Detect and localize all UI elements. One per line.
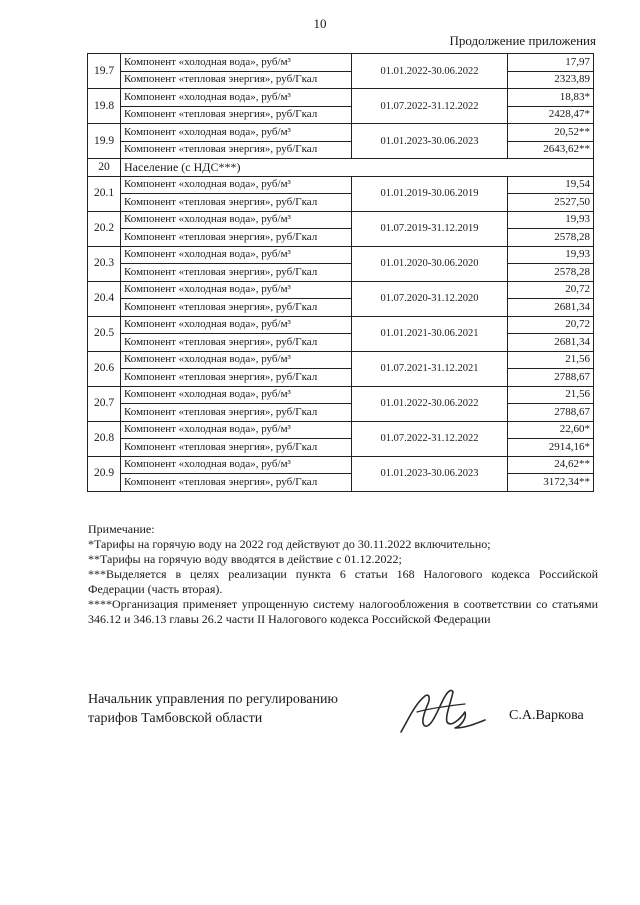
handwritten-signature xyxy=(395,682,490,740)
tariff-value: 2681,34 xyxy=(508,299,594,317)
validity-period: 01.01.2019-30.06.2019 xyxy=(352,176,508,211)
validity-period: 01.01.2022-30.06.2022 xyxy=(352,386,508,421)
table-row xyxy=(88,194,594,212)
table-row xyxy=(88,246,594,264)
component-name: Компонент «тепловая энергия», руб/Гкал xyxy=(121,106,352,124)
table-row xyxy=(88,421,594,439)
table-row xyxy=(88,211,594,229)
table-row xyxy=(88,159,594,177)
tariff-value: 20,52** xyxy=(508,124,594,142)
component-name: Компонент «холодная вода», руб/м³ xyxy=(121,281,352,299)
table-row xyxy=(88,124,594,142)
table-row xyxy=(88,351,594,369)
page-number: 10 xyxy=(313,16,327,31)
table-row xyxy=(88,439,594,457)
tariff-group-header xyxy=(88,159,594,177)
validity-period: 01.07.2022-31.12.2022 xyxy=(352,421,508,456)
component-name: Компонент «тепловая энергия», руб/Гкал xyxy=(121,334,352,352)
position-line: тарифов Тамбовской области xyxy=(88,711,263,726)
row-number: 20.5 xyxy=(88,316,121,351)
tariff-value: 19,54 xyxy=(508,176,594,194)
row-number: 20.2 xyxy=(88,211,121,246)
component-name: Компонент «холодная вода», руб/м³ xyxy=(121,211,352,229)
component-name: Компонент «тепловая энергия», руб/Гкал xyxy=(121,264,352,282)
group-number: 20 xyxy=(88,159,121,177)
notes-heading: Примечание: xyxy=(88,522,155,536)
component-name: Компонент «холодная вода», руб/м³ xyxy=(121,351,352,369)
table-row xyxy=(88,71,594,89)
tariff-value: 18,83* xyxy=(508,89,594,107)
row-number: 20.9 xyxy=(88,456,121,491)
tariff-value: 21,56 xyxy=(508,351,594,369)
note-line: ****Организация применяет упрощенную систему налогообложения в соответствии со статьями 346.12 и 346.13 главы 26.2 части II Налогового кодекса Российской Федерации xyxy=(88,597,598,626)
tariff-rows-group xyxy=(88,176,594,491)
tariff-value: 24,62** xyxy=(508,456,594,474)
tariff-value: 2323,89 xyxy=(508,71,594,89)
validity-period: 01.07.2021-31.12.2021 xyxy=(352,351,508,386)
tariff-value: 22,60* xyxy=(508,421,594,439)
table-row xyxy=(88,456,594,474)
row-number: 20.8 xyxy=(88,421,121,456)
row-number: 19.8 xyxy=(88,89,121,124)
validity-period: 01.07.2022-31.12.2022 xyxy=(352,89,508,124)
row-number: 20.7 xyxy=(88,386,121,421)
tariff-value: 2428,47* xyxy=(508,106,594,124)
group-title: Население (с НДС***) xyxy=(121,159,594,177)
table-row xyxy=(88,54,594,72)
tariff-value: 2914,16* xyxy=(508,439,594,457)
row-number: 20.1 xyxy=(88,176,121,211)
row-number: 20.3 xyxy=(88,246,121,281)
table-row xyxy=(88,264,594,282)
notes-section xyxy=(88,522,598,627)
tariff-value: 2681,34 xyxy=(508,334,594,352)
table-row xyxy=(88,404,594,422)
table-row xyxy=(88,281,594,299)
validity-period: 01.07.2019-31.12.2019 xyxy=(352,211,508,246)
tariff-value: 19,93 xyxy=(508,246,594,264)
component-name: Компонент «холодная вода», руб/м³ xyxy=(121,246,352,264)
table-row xyxy=(88,106,594,124)
tariff-value: 2578,28 xyxy=(508,229,594,247)
signatory-name: С.А.Варкова xyxy=(509,708,584,723)
signatory-position xyxy=(88,690,338,728)
component-name: Компонент «тепловая энергия», руб/Гкал xyxy=(121,299,352,317)
component-name: Компонент «холодная вода», руб/м³ xyxy=(121,124,352,142)
row-number: 20.6 xyxy=(88,351,121,386)
tariff-value: 2527,50 xyxy=(508,194,594,212)
component-name: Компонент «холодная вода», руб/м³ xyxy=(121,89,352,107)
component-name: Компонент «холодная вода», руб/м³ xyxy=(121,176,352,194)
tariff-rows-top xyxy=(88,54,594,159)
component-name: Компонент «холодная вода», руб/м³ xyxy=(121,386,352,404)
tariff-value: 2788,67 xyxy=(508,404,594,422)
validity-period: 01.01.2022-30.06.2022 xyxy=(352,54,508,89)
component-name: Компонент «тепловая энергия», руб/Гкал xyxy=(121,474,352,492)
component-name: Компонент «тепловая энергия», руб/Гкал xyxy=(121,194,352,212)
validity-period: 01.01.2023-30.06.2023 xyxy=(352,124,508,159)
component-name: Компонент «тепловая энергия», руб/Гкал xyxy=(121,369,352,387)
component-name: Компонент «тепловая энергия», руб/Гкал xyxy=(121,439,352,457)
table-row xyxy=(88,369,594,387)
row-number: 19.9 xyxy=(88,124,121,159)
component-name: Компонент «тепловая энергия», руб/Гкал xyxy=(121,141,352,159)
table-row xyxy=(88,229,594,247)
tariff-value: 3172,34** xyxy=(508,474,594,492)
table-row xyxy=(88,176,594,194)
table-row xyxy=(88,386,594,404)
component-name: Компонент «тепловая энергия», руб/Гкал xyxy=(121,229,352,247)
note-line: **Тарифы на горячую воду вводятся в действие с 01.12.2022; xyxy=(88,552,402,566)
table-row xyxy=(88,316,594,334)
tariff-value: 2643,62** xyxy=(508,141,594,159)
table-row xyxy=(88,474,594,492)
component-name: Компонент «холодная вода», руб/м³ xyxy=(121,316,352,334)
table-row xyxy=(88,299,594,317)
tariff-value: 19,93 xyxy=(508,211,594,229)
component-name: Компонент «холодная вода», руб/м³ xyxy=(121,54,352,72)
tariff-value: 17,97 xyxy=(508,54,594,72)
component-name: Компонент «холодная вода», руб/м³ xyxy=(121,421,352,439)
tariff-value: 20,72 xyxy=(508,281,594,299)
table-row xyxy=(88,89,594,107)
position-line: Начальник управления по регулированию xyxy=(88,692,338,707)
table-row xyxy=(88,141,594,159)
component-name: Компонент «холодная вода», руб/м³ xyxy=(121,456,352,474)
tariff-value: 2578,28 xyxy=(508,264,594,282)
tariff-table xyxy=(87,53,594,492)
row-number: 20.4 xyxy=(88,281,121,316)
note-line: *Тарифы на горячую воду на 2022 год действуют до 30.11.2022 включительно; xyxy=(88,537,491,551)
component-name: Компонент «тепловая энергия», руб/Гкал xyxy=(121,404,352,422)
tariff-value: 21,56 xyxy=(508,386,594,404)
validity-period: 01.01.2023-30.06.2023 xyxy=(352,456,508,491)
tariff-value: 20,72 xyxy=(508,316,594,334)
tariff-value: 2788,67 xyxy=(508,369,594,387)
table-row xyxy=(88,334,594,352)
continuation-label: Продолжение приложения xyxy=(449,33,596,48)
validity-period: 01.01.2020-30.06.2020 xyxy=(352,246,508,281)
row-number: 19.7 xyxy=(88,54,121,89)
validity-period: 01.01.2021-30.06.2021 xyxy=(352,316,508,351)
validity-period: 01.07.2020-31.12.2020 xyxy=(352,281,508,316)
note-line: ***Выделяется в целях реализации пункта 6 статьи 168 Налогового кодекса Российской Федерации (часть вторая). xyxy=(88,567,598,596)
component-name: Компонент «тепловая энергия», руб/Гкал xyxy=(121,71,352,89)
